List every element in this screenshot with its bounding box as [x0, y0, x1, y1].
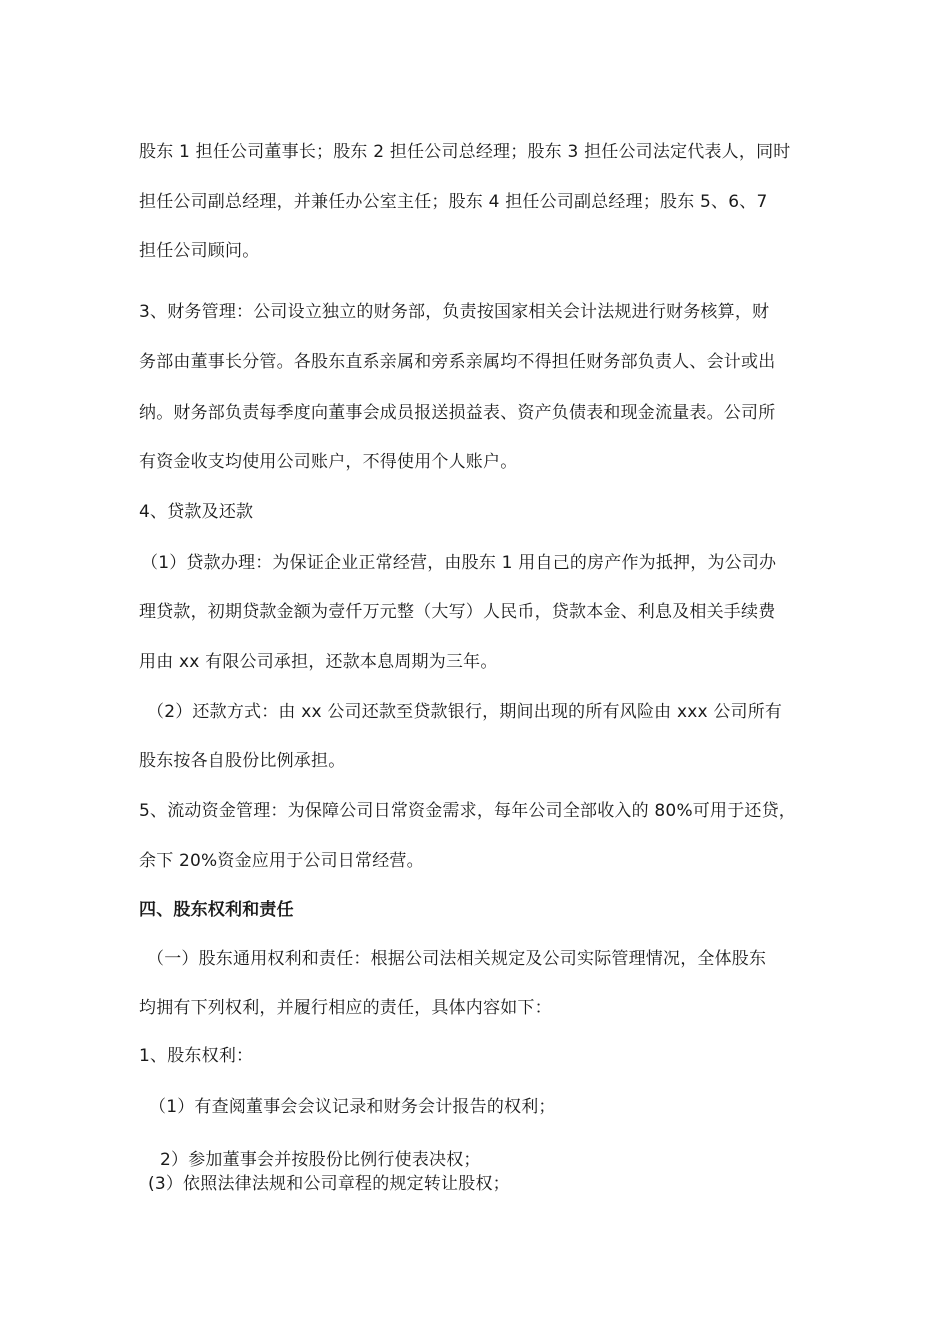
paragraph-line: 均拥有下列权利，并履行相应的责任，具体内容如下： [139, 998, 552, 1018]
paragraph-line: （2）还款方式：由 xx 公司还款至贷款银行，期间出现的所有风险由 xxx 公司所有 [147, 702, 783, 722]
paragraph-line: 3、财务管理：公司设立独立的财务部，负责按国家相关会计法规进行财务核算，财 [139, 302, 770, 322]
list-item: 2）参加董事会并按股份比例行使表决权； [160, 1150, 481, 1170]
paragraph-line: （一）股东通用权利和责任：根据公司法相关规定及公司实际管理情况，全体股东 [147, 949, 767, 969]
paragraph-line: 股东 1 担任公司董事长；股东 2 担任公司总经理；股东 3 担任公司法定代表人，同时 [139, 142, 791, 162]
paragraph-line: 用由 xx 有限公司承担，还款本息周期为三年。 [139, 652, 498, 672]
list-item: (3）依照法律法规和公司章程的规定转让股权； [148, 1174, 510, 1194]
paragraph-line: 理贷款，初期贷款金额为壹仟万元整（大写）人民币，贷款本金、利息及相关手续费 [139, 602, 776, 622]
paragraph-line: 5、流动资金管理：为保障公司日常资金需求，每年公司全部收入的 80%可用于还贷， [139, 801, 797, 821]
section-heading: 四、股东权利和责任 [139, 900, 294, 920]
paragraph-line: 余下 20%资金应用于公司日常经营。 [139, 851, 424, 871]
paragraph-line: 1、股东权利： [139, 1046, 254, 1066]
paragraph-line: （1）贷款办理：为保证企业正常经营，由股东 1 用自己的房产作为抵押，为公司办 [141, 553, 777, 573]
paragraph-line: 股东按各自股份比例承担。 [139, 751, 346, 771]
paragraph-line: 有资金收支均使用公司账户，不得使用个人账户。 [139, 452, 518, 472]
paragraph-line: 担任公司顾问。 [139, 241, 260, 261]
paragraph-line: 务部由董事长分管。各股东直系亲属和旁系亲属均不得担任财务部负责人、会计或出 [139, 352, 776, 372]
paragraph-line: 担任公司副总经理，并兼任办公室主任；股东 4 担任公司副总经理；股东 5、6、7 [139, 192, 768, 212]
paragraph-line: 纳。财务部负责每季度向董事会成员报送损益表、资产负债表和现金流量表。公司所 [139, 403, 776, 423]
section-heading: 4、贷款及还款 [139, 502, 254, 522]
list-item: （1）有查阅董事会会议记录和财务会计报告的权利； [149, 1097, 556, 1117]
